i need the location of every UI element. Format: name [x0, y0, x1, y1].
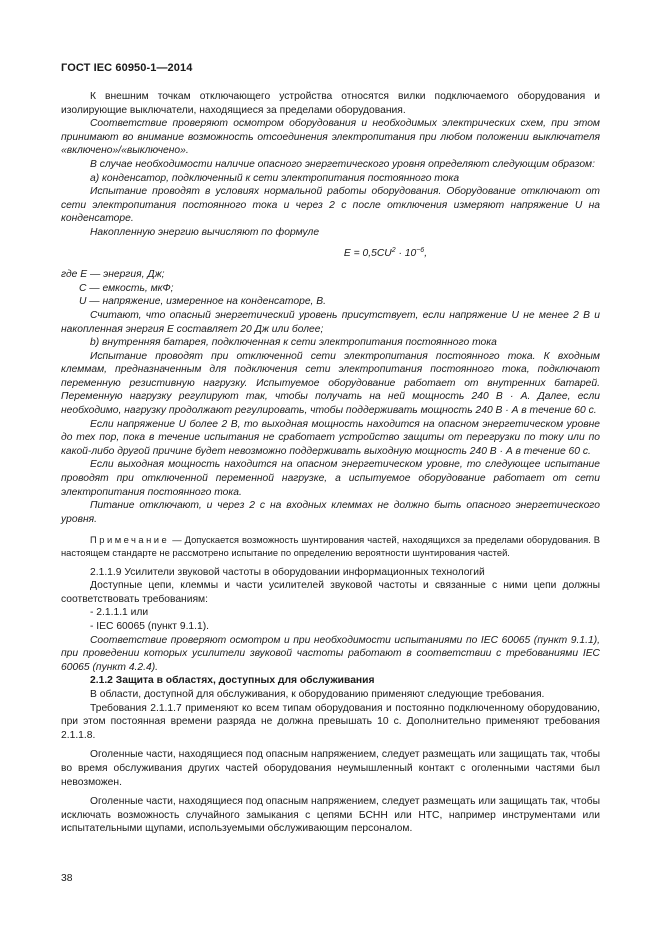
- formula-exponent: 2: [391, 246, 396, 254]
- paragraph: Накопленную энергию вычисляют по формуле: [90, 226, 320, 238]
- paragraph: Соответствие проверяют осмотром и при необходимости испытаниями по IEC 60065 (пункт 9.1.1), при проведении которых усилители звуковой частоты работают в соответствии с требованиями IEC 60065 (пункт 4.2.4).: [61, 634, 600, 673]
- paragraph: Оголенные части, находящиеся под опасным напряжением, следует размещать или защищать так, чтобы во время обслуживания других частей оборудования неумышленный контакт с оголенными частями был невозможен.: [61, 749, 600, 788]
- paragraph: В области, доступной для обслуживания, к оборудованию применяют следующие требования.: [90, 688, 545, 700]
- list-item-a: а) конденсатор, подключенный к сети электропитания постоянного тока: [90, 172, 460, 184]
- list-item: - 2.1.1.1 или: [90, 607, 149, 619]
- paragraph: В случае необходимости наличие опасного энергетического уровня определяют следующим образом:: [90, 158, 595, 170]
- note-label: Примечание: [90, 534, 170, 546]
- formula-legend-c: C — емкость, мкФ;: [79, 282, 174, 294]
- section-heading-2119: 2.1.1.9 Усилители звуковой частоты в оборудовании информационных технологий: [90, 566, 485, 578]
- list-item: - IEC 60065 (пункт 9.1.1).: [90, 620, 210, 632]
- note-text: — Допускается возможность шунтирования частей, находящихся за пределами оборудования. В настоящем стандарте не рассмотрено испытание по определению вероятности шунтирования частей.: [61, 534, 600, 558]
- formula-text: E = 0,5CU: [343, 247, 392, 259]
- paragraph: Требования 2.1.1.7 применяют ко всем типам оборудования и постоянно подключенному оборудованию, при этом постоянная времени разряда не должна превышать 10 с. Дополнительно применяют требования 2.1.1.8.: [61, 702, 600, 741]
- note: [61, 534, 600, 559]
- document-body: [61, 90, 600, 836]
- section-heading-212: 2.1.2 Защита в областях, доступных для обслуживания: [90, 675, 375, 687]
- paragraph: Доступные цепи, клеммы и части усилителей звуковой частоты и связанные с ними цепи должны соответствовать требованиям:: [61, 580, 600, 605]
- formula-text: ,: [424, 247, 428, 259]
- paragraph: К внешним точкам отключающего устройства относятся вилки подключаемого оборудования и изолирующие выключатели, находящиеся за пределами оборудования.: [61, 91, 600, 116]
- paragraph: Если выходная мощность находится на опасном энергетическом уровне, то следующее испытание проводят при отключенной переменной нагрузке, а испытуемое оборудование работает от сети электропитания постоянного тока.: [61, 459, 600, 498]
- formula-text: · 10: [395, 247, 417, 259]
- energy-formula: [61, 244, 600, 261]
- document-header: ГОСТ IEC 60950-1—2014: [61, 62, 193, 74]
- paragraph: Оголенные части, находящиеся под опасным напряжением, следует размещать или защищать так, чтобы исключать возможность случайного замыкания с цепями БСНН или НТС, например инструментами или испытательными щупами, используемыми обслуживающим персоналом.: [61, 796, 600, 835]
- paragraph: Испытание проводят при отключенной сети электропитания постоянного тока. К входным клеммам, предназначенным для подключения сети электропитания постоянного тока, подключают переменную резистивную нагрузку. Испытуемое оборудование работает от внутренних батарей. Переменную нагрузку регулируют так, чтобы получать на ней мощность 240 В · А. Далее, если необходимо, нагрузку продолжают регулировать, чтобы поддерживать мощность 240 В · А в течение 60 с.: [61, 350, 600, 417]
- paragraph: Считают, что опасный энергетический уровень присутствует, если напряжение U не менее 2 В и накопленная энергия E составляет 20 Дж или более;: [61, 309, 600, 335]
- page-number: 38: [61, 873, 73, 884]
- formula-exponent: −6: [416, 246, 425, 254]
- paragraph: Если напряжение U более 2 В, то выходная мощность находится на опасном энергетическом уровне до тех пор, пока в течение испытания не сработает устройство защиты от перегрузки по току или по какой-либо другой причине будет невозможно поддерживать выходную мощность 240 В · А в течение 60 с.: [61, 418, 600, 457]
- list-item-b: b) внутренняя батарея, подключенная к сети электропитания постоянного тока: [90, 337, 497, 349]
- paragraph: Соответствие проверяют осмотром оборудования и необходимых электрических схем, при этом принимают во внимание возможность отсоединения электропитания при любом положении выключателя «включено»/«выключено».: [61, 118, 600, 157]
- paragraph: Испытание проводят в условиях нормальной работы оборудования. Оборудование отключают от сети электропитания постоянного тока и через 2 с после отключения измеряют напряжение U на конденсаторе.: [61, 186, 600, 225]
- formula-legend-u: U — напряжение, измеренное на конденсаторе, В.: [79, 296, 327, 308]
- paragraph: Питание отключают, и через 2 с на входных клеммах не должно быть опасного энергетического уровня.: [61, 500, 600, 525]
- formula-legend-e: где E — энергия, Дж;: [61, 269, 165, 281]
